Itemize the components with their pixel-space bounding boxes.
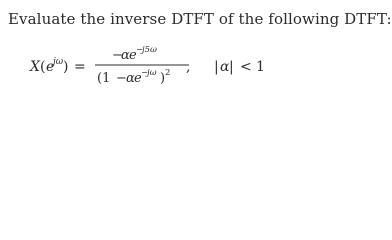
svg-text:e: e [129, 48, 137, 63]
svg-text:X: X [30, 59, 40, 75]
svg-text:(1: (1 [97, 71, 111, 86]
svg-text:−: − [141, 68, 149, 78]
problem-prompt: Evaluate the inverse DTFT of the following DTFT: [8, 10, 392, 28]
svg-text:(: ( [40, 59, 46, 75]
equation-numerator [112, 45, 157, 63]
svg-text:|: | [229, 59, 234, 75]
svg-text:α: α [220, 59, 230, 75]
svg-text:j5ω: j5ω [142, 45, 157, 55]
svg-text:1: 1 [256, 59, 265, 75]
equation-denominator [97, 68, 170, 86]
svg-text:e: e [46, 59, 55, 75]
svg-text:=: = [74, 59, 86, 75]
svg-text:jω: jω [147, 68, 157, 78]
svg-text:e: e [134, 71, 142, 86]
svg-text:): ) [160, 71, 166, 86]
equation-lhs [29, 57, 86, 75]
dtft-equation [0, 0, 350, 99]
svg-text:α: α [126, 71, 135, 86]
svg-text:|: | [214, 59, 219, 75]
svg-text:2: 2 [165, 68, 171, 78]
equation-condition [214, 59, 265, 75]
svg-text:−: − [116, 71, 127, 86]
svg-text:−: − [112, 48, 123, 63]
equation-comma: , [186, 59, 191, 75]
svg-text:<: < [240, 59, 252, 75]
svg-text:α: α [121, 48, 130, 63]
svg-text:−: − [136, 45, 144, 55]
svg-text:jω: jω [53, 57, 64, 67]
svg-text:): ) [63, 59, 69, 75]
